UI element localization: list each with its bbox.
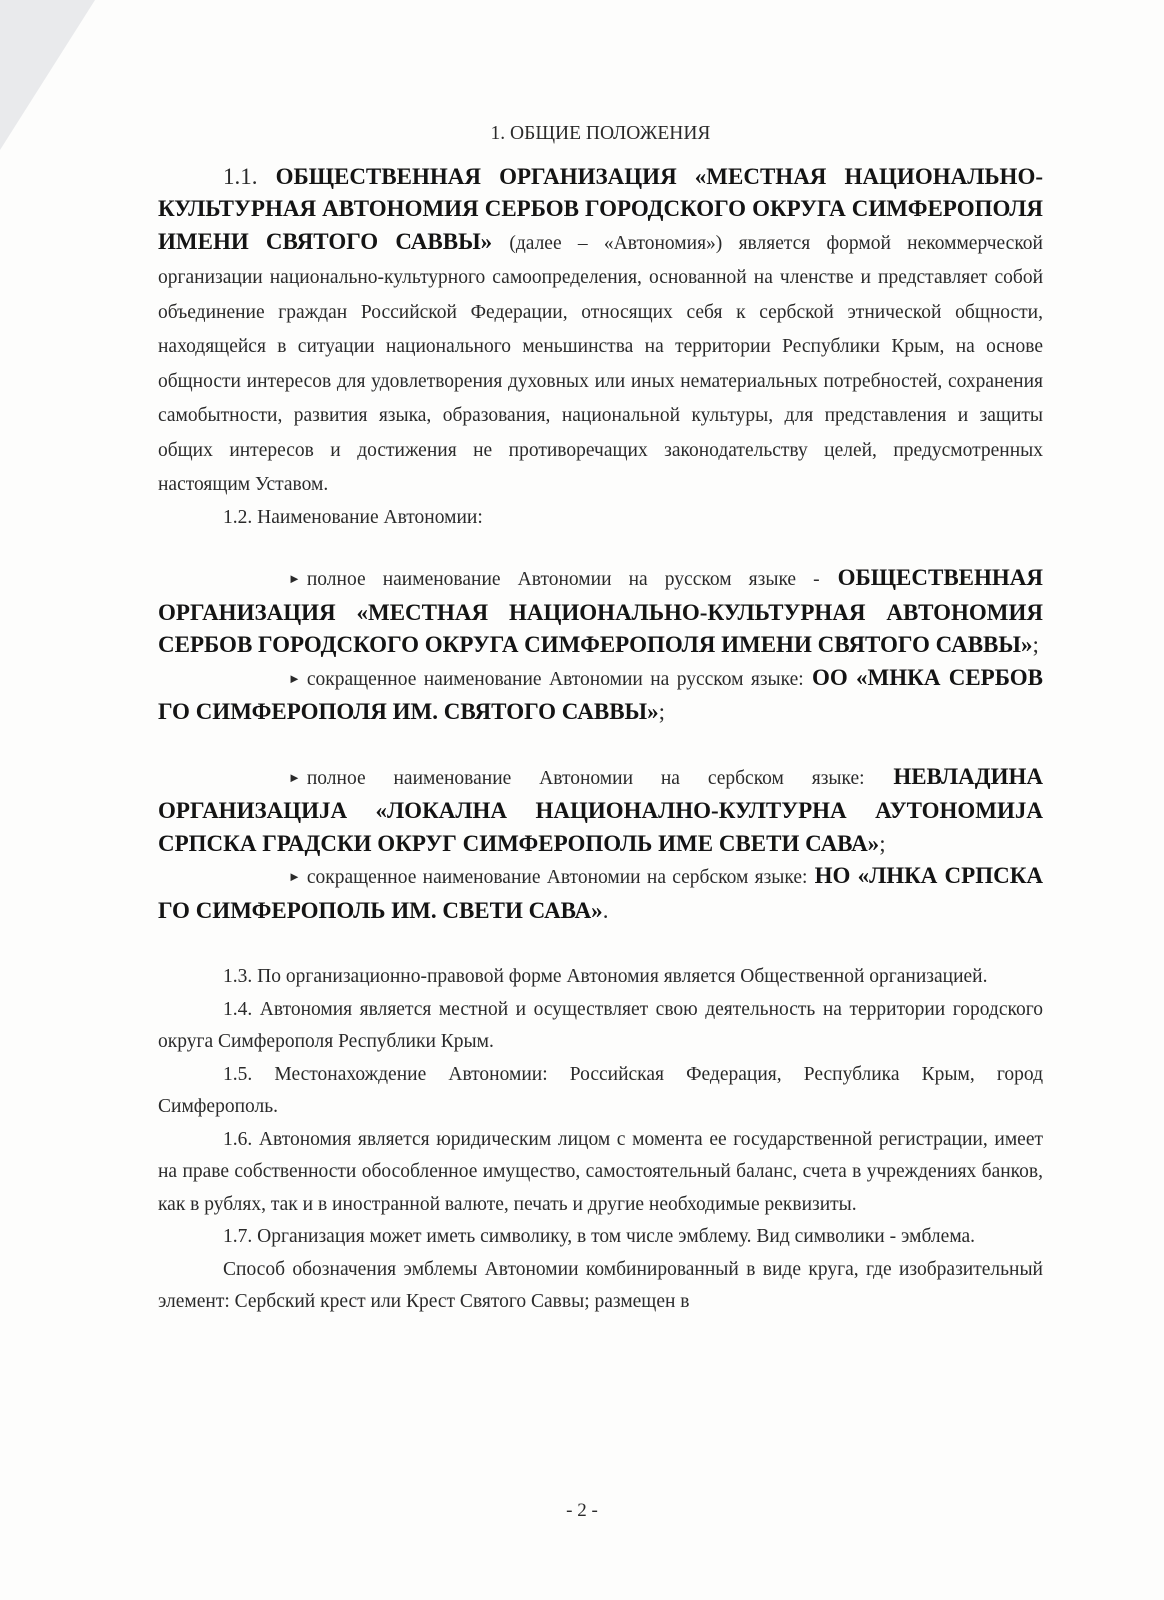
triangle-bullet-icon: ►	[288, 571, 301, 586]
paragraph-1-1-text: (далее – «Автономия») является формой некоммерческой организации национально-культурного самоопределения, основанной на членстве и представляет собой объединение граждан Российской Федерации, относящих себя к сербской этнической общности, находящейся в ситуации национального меньшинства на территории Республики Крым, на основе общности интересов для удовлетворения духовных или иных нематериальных потребностей, сохранения самобытности, развития языка, образования, национальной культуры, для представления и защиты общих интересов и достижения не противоречащих законодательству целей, предусмотренных настоящим Уставом.	[158, 232, 1043, 495]
paragraph-1-6: 1.6. Автономия является юридическим лицом с момента ее государственной регистрации, имеет на праве собственности обособленное имущество, самостоятельный баланс, счета в учреждениях банков, как в рублях, так и в иностранной валюте, печать и другие необходимые реквизиты.	[158, 1128, 1043, 1215]
name-item-value: ОБЩЕСТВЕННАЯ ОРГАНИЗАЦИЯ «МЕСТНАЯ НАЦИОНАЛЬНО-КУЛЬТУРНАЯ АВТОНОМИЯ СЕРБОВ ГОРОДСКОГО ОКРУГА СИМФЕРОПОЛЯ ИМЕНИ СВЯТОГО САВВЫ»	[158, 565, 1043, 657]
page-number: - 2 -	[566, 1500, 598, 1521]
triangle-bullet-icon: ►	[288, 769, 301, 785]
paragraph-1-3: 1.3. По организационно-правовой форме Автономия является Общественной организацией.	[223, 966, 988, 987]
name-item-label: полное наименование Автономии на русском языке -	[306, 569, 820, 590]
name-item-value: НО «ЛНКА СРПСКА ГО СИМФЕРОПОЛЬ ИМ. СВЕТИ САВА»	[158, 863, 1044, 923]
paragraph-1-5: 1.5. Местонахождение Автономии: Российская Федерация, Республика Крым, город Симферополь.	[158, 1063, 1043, 1117]
punctuation: ;	[658, 699, 666, 724]
triangle-bullet-icon: ►	[288, 670, 301, 686]
organization-full-name: ОБЩЕСТВЕННАЯ ОРГАНИЗАЦИЯ «МЕСТНАЯ НАЦИОНАЛЬНО-КУЛЬТУРНАЯ АВТОНОМИЯ СЕРБОВ ГОРОДСКОГО ОКРУГА СИМФЕРОПОЛЯ ИМЕНИ СВЯТОГО САВВЫ»	[158, 163, 1043, 254]
name-item-short-serbian	[158, 860, 1043, 927]
paragraph-emblem: Способ обозначения эмблемы Автономии комбинированный в виде круга, где изобразительный элемент: Сербский крест или Крест Святого Саввы; размещен в	[158, 1258, 1043, 1312]
paragraph-1-2: 1.2. Наименование Автономии:	[223, 506, 483, 528]
triangle-bullet-icon: ►	[288, 869, 301, 884]
name-item-label: сокращенное наименование Автономии на сербском языке:	[306, 867, 808, 888]
section-title: 1. ОБЩИЕ ПОЛОЖЕНИЯ	[490, 123, 711, 144]
punctuation: .	[602, 897, 609, 923]
paragraph-1-1	[158, 161, 1043, 502]
folded-corner	[0, 0, 95, 150]
name-item-full-russian	[158, 562, 1043, 662]
name-item-value: ОО «МНКА СЕРБОВ ГО СИМФЕРОПОЛЯ ИМ. СВЯТОГО САВВЫ»	[158, 664, 1043, 724]
paragraph-1-7: 1.7. Организация может иметь символику, в том числе эмблему. Вид символики - эмблема.	[223, 1226, 976, 1247]
name-item-full-serbian	[158, 761, 1043, 861]
punctuation: ;	[879, 830, 886, 856]
paragraph-number: 1.1.	[223, 163, 258, 189]
punctuation: ;	[1032, 632, 1039, 657]
name-item-label: сокращенное наименование Автономии на русском языке:	[306, 668, 804, 690]
name-item-label: полное наименование Автономии на сербском языке:	[306, 767, 865, 789]
name-item-value: НЕВЛАДИНА ОРГАНИЗАЦИЈА «ЛОКАЛНА НАЦИОНАЛНО-КУЛТУРНА АУТОНОМИЈА СРПСКА ГРАДСКИ ОКРУГ СИМФЕРОПОЛЬ ИМЕ СВЕТИ САВА»	[158, 763, 1043, 856]
paragraph-1-4: 1.4. Автономия является местной и осуществляет свою деятельность на территории городского округа Симферополя Республики Крым.	[158, 998, 1043, 1052]
document-body	[158, 118, 1043, 1319]
name-item-short-russian	[158, 662, 1043, 729]
